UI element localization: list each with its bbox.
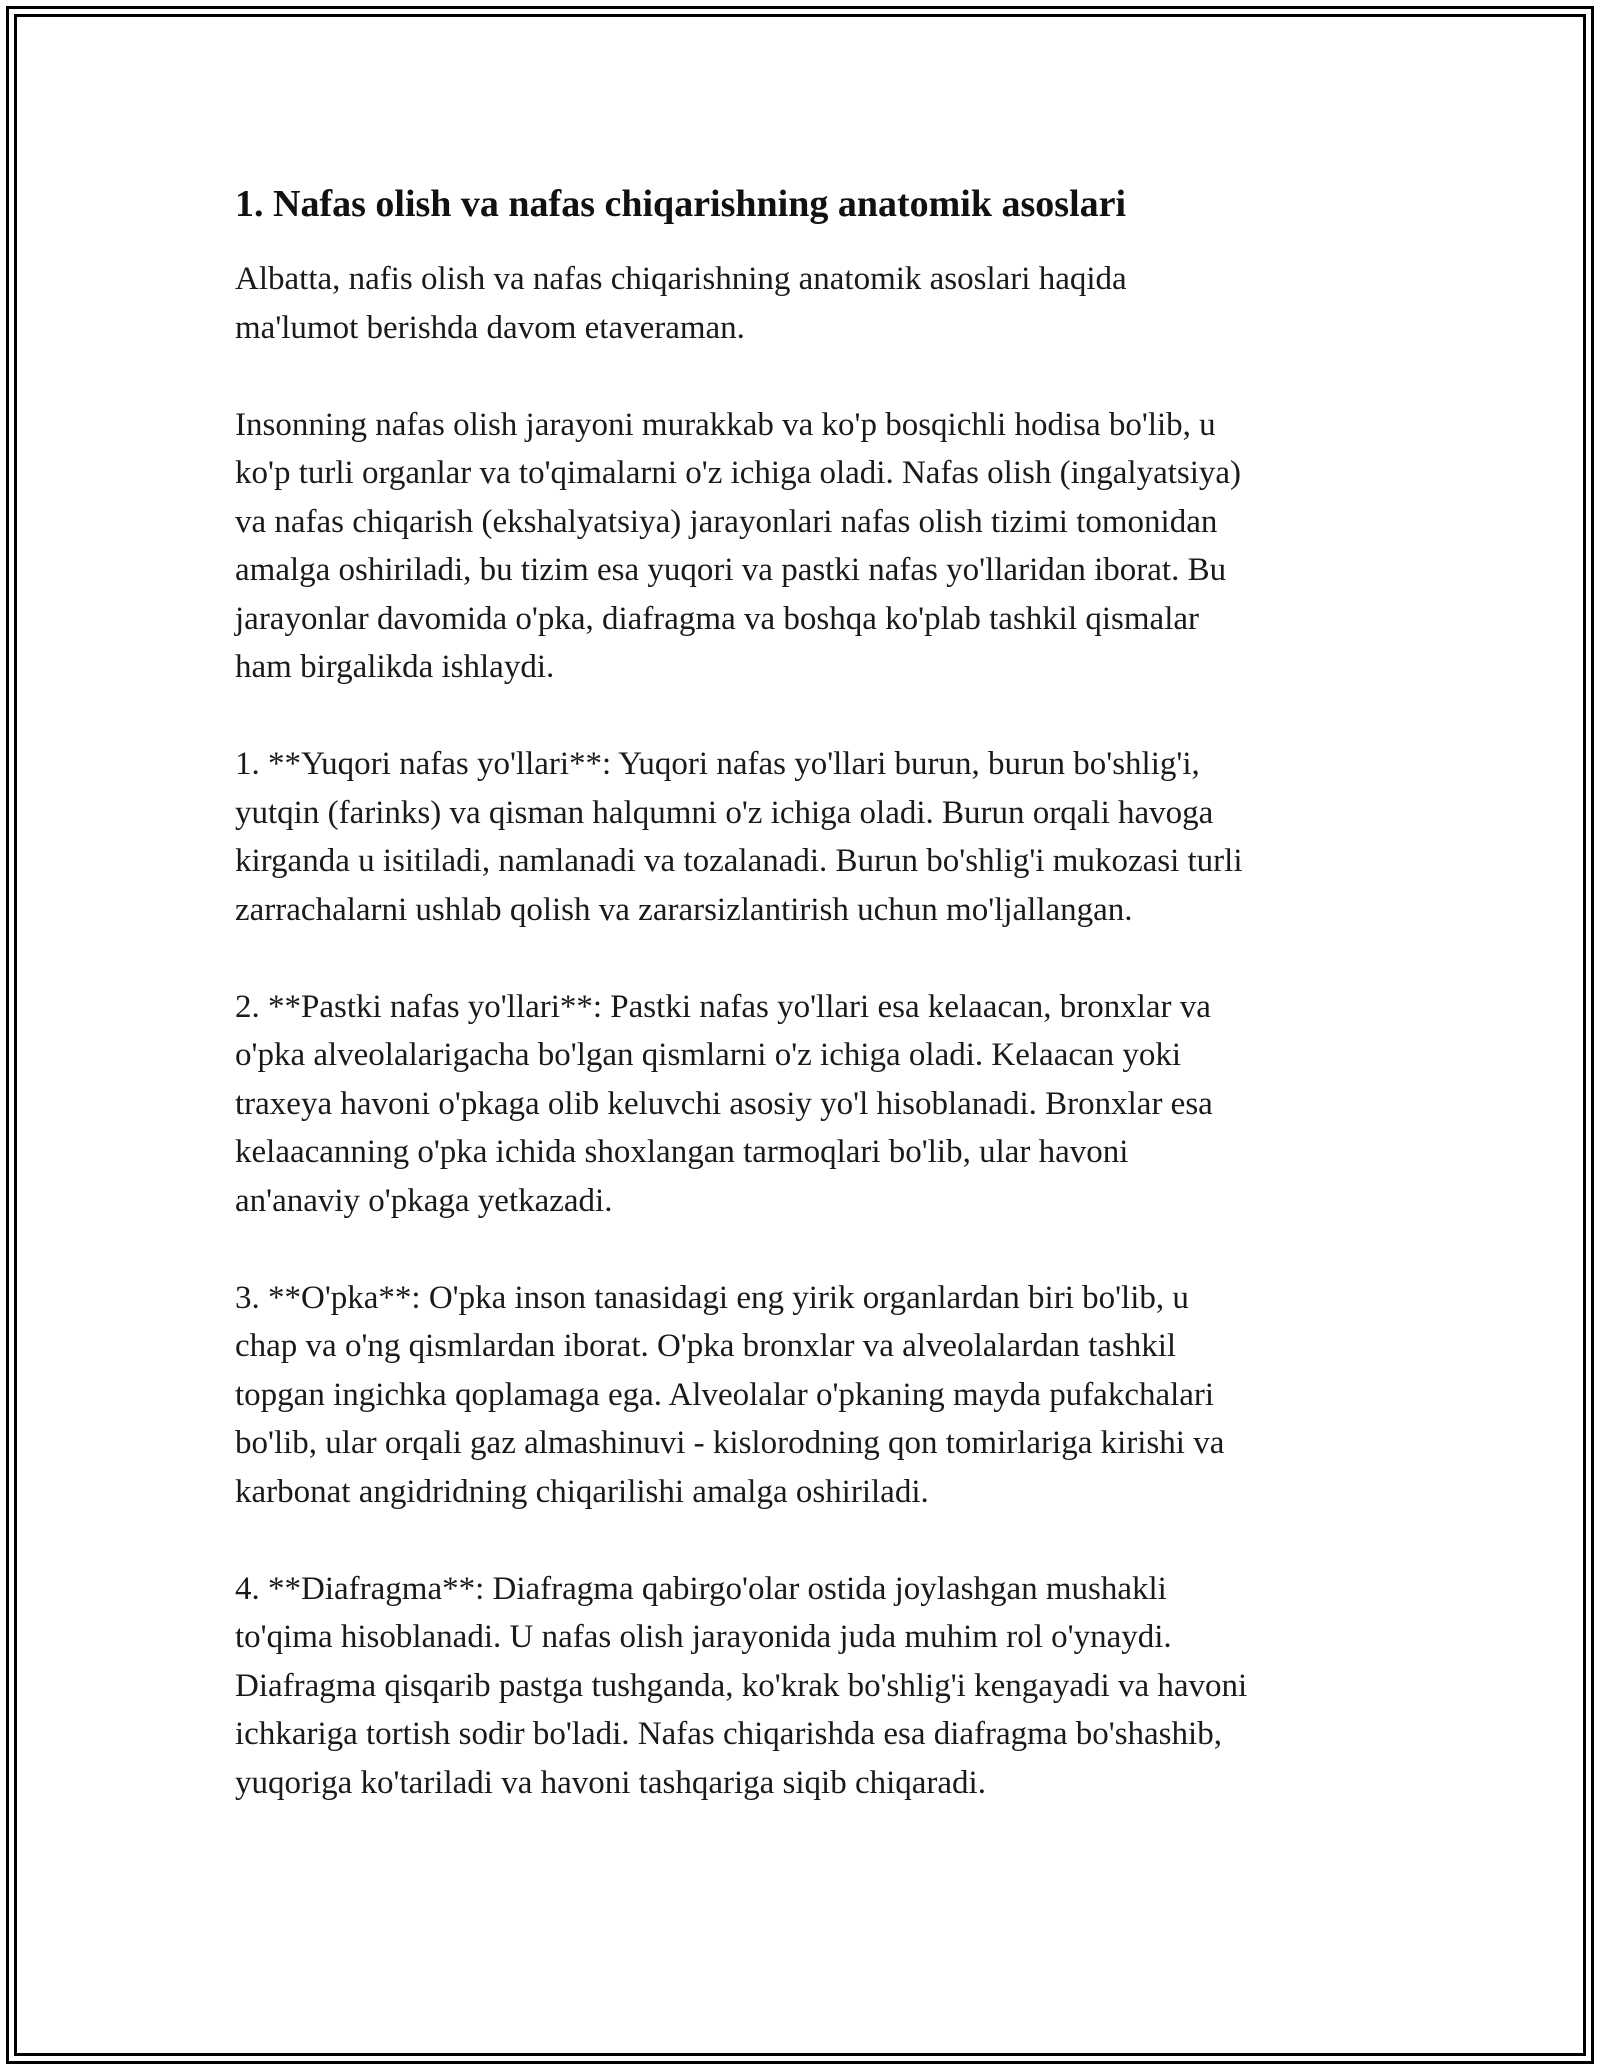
overview-paragraph: Insonning nafas olish jarayoni murakkab va ko'p bosqichli hodisa bo'lib, u ko'p turli organlar va to'qimalarni o'z ichiga oladi. Nafas olish (ingalyatsiya) va nafas chiqarish (ekshalyatsiya) jarayonlari nafas olish tizimi tomonidan amalga oshiriladi, bu tizim esa yuqori va pastki nafas yo'llaridan iborat. Bu jarayonlar davomida o'pka, diafragma va boshqa ko'plab tashkil qismalar ham birgalikda ishlaydi. <box>235 406 1242 686</box>
list-item-upper-airways: 1. **Yuqori nafas yo'llari**: Yuqori nafas yo'llari burun, burun bo'shlig'i, yutqin (farinks) va qisman halqumni o'z ichiga oladi. Burun orqali havoga kirganda u isitiladi, namlanadi va tozalanadi. Burun bo'shlig'i mukozasi turli zarrachalarni ushlab qolish va zararsizlantirish uchun mo'ljallangan. <box>235 746 1243 928</box>
list-item-diaphragm: 4. **Diafragma**: Diafragma qabirgo'olar ostida joylashgan mushakli to'qima hisoblanadi. U nafas olish jarayonida juda muhim rol o'ynaydi. Diafragma qisqarib pastga tushganda, ko'krak bo'shlig'i kengayadi va havoni ichkariga tortish sodir bo'ladi. Nafas chiqarishda esa diafragma bo'shashib, yuqoriga ko'tariladi va havoni tashqariga siqib chiqaradi. <box>235 1570 1248 1801</box>
list-item-lungs: 3. **O'pka**: O'pka inson tanasidagi eng yirik organlardan biri bo'lib, u chap va o'ng qismlardan iborat. O'pka bronxlar va alveolalardan tashkil topgan ingichka qoplamaga ega. Alveolalar o'pkaning mayda pufakchalari bo'lib, ular orqali gaz almashinuvi - kislorodning qon tomirlariga kirishi va karbonat angidridning chiqarilishi amalga oshiriladi. <box>235 1279 1225 1510</box>
section-heading: 1. Nafas olish va nafas chiqarishning anatomik asoslari <box>235 183 1127 225</box>
list-item-lower-airways: 2. **Pastki nafas yo'llari**: Pastki nafas yo'llari esa kelaacan, bronxlar va o'pka alveolalarigacha bo'lgan qismlarni o'z ichiga oladi. Kelaacan yoki traxeya havoni o'pkaga olib keluvchi asosiy yo'l hisoblanadi. Bronxlar esa kelaacanning o'pka ichida shoxlangan tarmoqlari bo'lib, ular havoni an'anaviy o'pkaga yetkazadi. <box>235 988 1213 1219</box>
intro-paragraph: Albatta, nafis olish va nafas chiqarishning anatomik asoslari haqida ma'lumot berishda davom etaveraman. <box>235 261 1127 346</box>
document-body <box>235 180 1395 1807</box>
